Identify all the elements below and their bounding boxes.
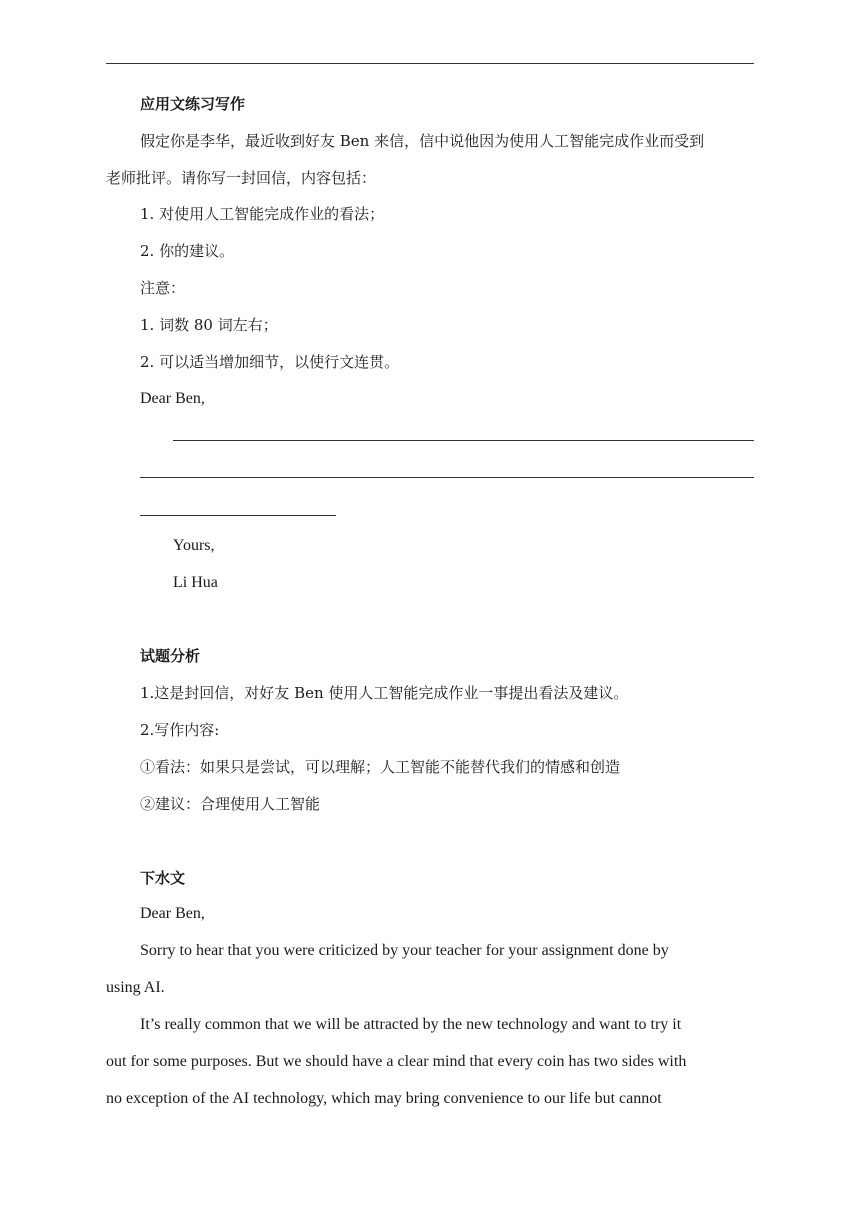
letter-signature: Li Hua bbox=[173, 574, 218, 591]
letter-closing: Yours, bbox=[173, 537, 215, 554]
analysis-line-2: 2.写作内容: bbox=[140, 721, 220, 739]
task-point-1: 1. 对使用人工智能完成作业的看法； bbox=[140, 205, 385, 223]
writing-blank-line-2 bbox=[140, 477, 754, 478]
sample-text-line: using AI. bbox=[106, 979, 165, 996]
sample-salutation: Dear Ben, bbox=[140, 905, 205, 922]
task-note-1: 1. 词数 80 词左右； bbox=[140, 316, 278, 334]
task-prompt-line-1: 假定你是李华，最近收到好友 Ben 来信，信中说他因为使用人工智能完成作业而受到 bbox=[140, 132, 705, 150]
sample-text-line: Sorry to hear that you were criticized by your teacher for your assignment done by bbox=[140, 942, 669, 959]
writing-blank-line-3 bbox=[140, 515, 336, 516]
task-point-2: 2. 你的建议。 bbox=[140, 242, 235, 260]
analysis-line-1: 1.这是封回信，对好友 Ben 使用人工智能完成作业一事提出看法及建议。 bbox=[140, 684, 629, 702]
analysis-item-2: ②建议：合理使用人工智能 bbox=[140, 795, 321, 813]
task-note-2: 2. 可以适当增加细节，以使行文连贯。 bbox=[140, 353, 400, 371]
header-rule bbox=[106, 63, 754, 64]
sample-text-line: no exception of the AI technology, which may bring convenience to our life but cannot bbox=[106, 1090, 662, 1107]
task-prompt-line-2: 老师批评。请你写一封回信，内容包括： bbox=[106, 169, 377, 187]
task-notes-label: 注意： bbox=[140, 279, 186, 297]
analysis-item-1: ①看法：如果只是尝试，可以理解；人工智能不能替代我们的情感和创造 bbox=[140, 758, 621, 776]
analysis-heading: 试题分析 bbox=[140, 647, 201, 665]
sample-heading: 下水文 bbox=[140, 869, 186, 887]
letter-salutation: Dear Ben, bbox=[140, 390, 205, 407]
sample-text-line: It’s really common that we will be attracted by the new technology and want to try it bbox=[140, 1016, 682, 1033]
task-heading: 应用文练习写作 bbox=[140, 95, 246, 113]
writing-blank-line-1 bbox=[173, 440, 754, 441]
sample-text-line: out for some purposes. But we should have a clear mind that every coin has two sides with bbox=[106, 1053, 687, 1070]
